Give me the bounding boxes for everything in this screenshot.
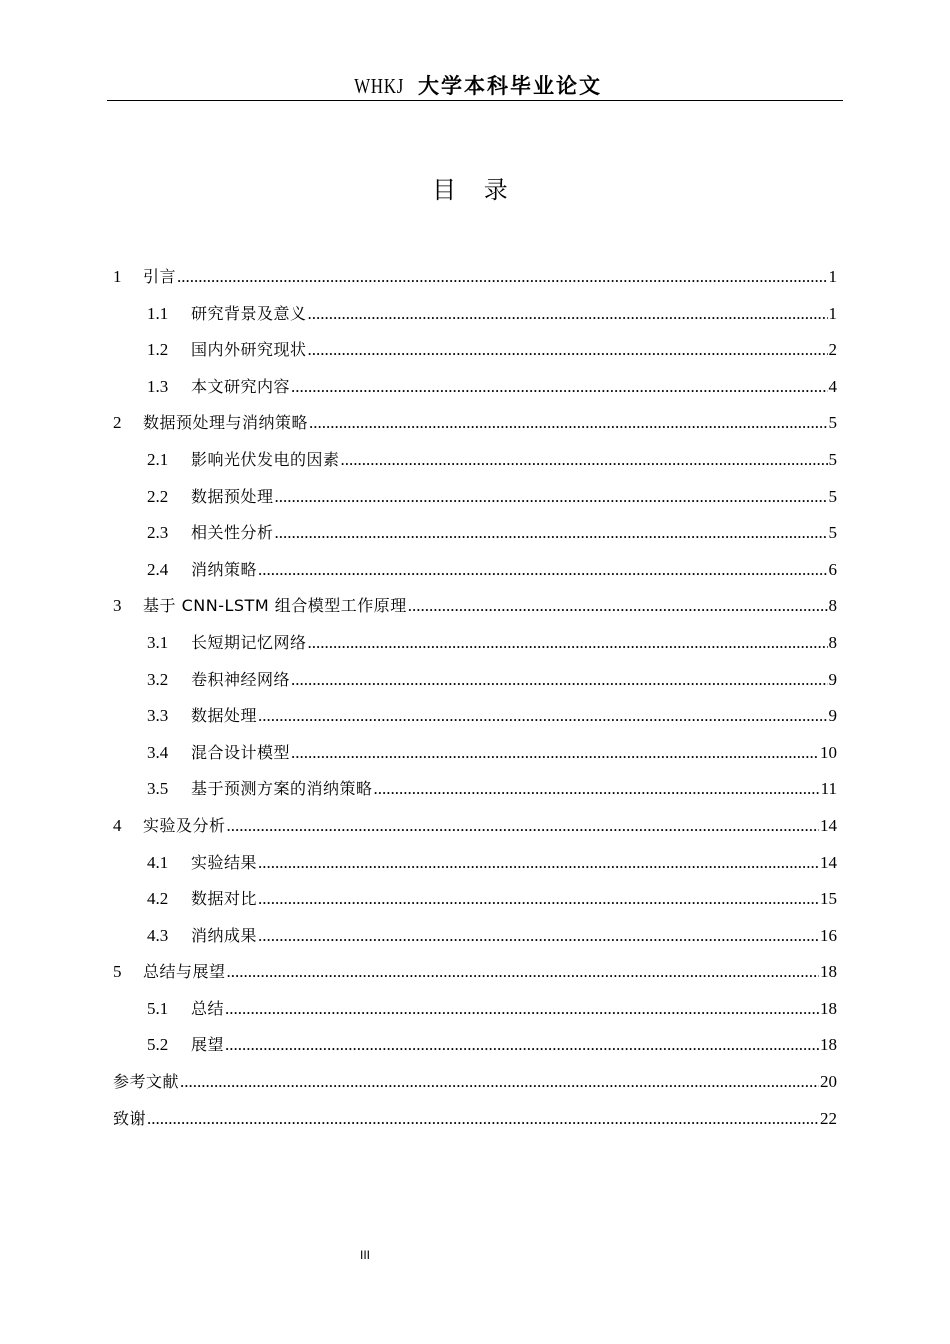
toc-entry-label: 相关性分析 [191,523,274,543]
toc-dot-leader [225,991,819,1028]
toc-entry-page: 5 [828,413,837,433]
toc-entry-label: 展望 [191,1035,225,1055]
toc-dot-leader [309,405,827,442]
toc-entry-page: 6 [828,559,837,579]
toc-entry-number: 2 [113,413,122,433]
toc-entry[interactable] [113,845,837,882]
toc-entry-page: 2 [828,340,837,360]
toc-entry[interactable] [113,625,837,662]
toc-entry-page: 18 [820,1035,837,1055]
toc-entry[interactable] [113,698,837,735]
toc-dot-leader [308,625,828,662]
toc-entry[interactable] [113,735,837,772]
toc-entry[interactable] [113,1064,837,1101]
toc-entry[interactable] [113,954,837,991]
toc-entry-page: 8 [828,632,837,652]
toc-entry-label: 引言 [143,267,177,286]
toc-entry-number: 3.4 [147,742,169,762]
toc-entry-page: 15 [820,889,837,909]
toc-dot-leader [291,735,819,772]
toc-entry[interactable] [113,808,837,845]
toc-entry-number: 4.1 [147,852,169,872]
toc-entry-number: 5 [113,962,122,982]
toc-entry-page: 8 [828,596,837,616]
toc-entry-label: 卷积神经网络 [191,669,291,689]
toc-entry[interactable] [113,369,837,406]
toc-entry-label: 消纳策略 [191,559,258,579]
toc-dot-leader [291,369,827,406]
toc-dot-leader [225,1027,819,1064]
toc-entry-number: 2.2 [147,486,169,506]
toc-dot-leader [258,698,827,735]
toc-entry-page: 14 [820,815,837,835]
toc-entry-number: 1 [113,267,122,286]
toc-dot-leader [227,954,819,991]
toc-entry[interactable] [113,442,837,479]
toc-entry-number: 3.2 [147,669,169,689]
toc-dot-leader [275,479,828,516]
toc-entry-number: 5.2 [147,1035,169,1055]
toc-dot-leader [147,1101,819,1138]
toc-entry-number: 1.2 [147,340,169,360]
toc-entry-label: 数据处理 [191,706,258,726]
toc-entry-number: 3.5 [147,779,169,799]
toc-entry-page: 18 [820,998,837,1018]
toc-entry[interactable] [113,1027,837,1064]
toc-entry-page: 5 [828,486,837,506]
toc-entry-label: 基于预测方案的消纳策略 [191,779,373,799]
toc-entry[interactable] [113,552,837,589]
toc-entry-label: 消纳成果 [191,925,258,945]
toc-entry-number: 5.1 [147,998,169,1018]
header-prefix: WHKJ [354,74,405,98]
toc-entry-page: 22 [820,1108,837,1128]
toc-entry-label: 参考文献 [113,1072,180,1092]
toc-entry-label: 数据预处理与消纳策略 [143,413,309,433]
toc-entry[interactable] [113,991,837,1028]
toc-entry[interactable] [113,662,837,699]
toc-entry[interactable] [113,881,837,918]
toc-entry-number: 2.3 [147,523,169,543]
table-of-contents [113,259,837,1137]
toc-entry-page: 1 [828,267,837,286]
toc-dot-leader [275,515,828,552]
toc-entry[interactable] [113,515,837,552]
toc-entry-number: 1.3 [147,376,169,396]
toc-entry-label: 致谢 [113,1108,147,1128]
toc-entry-label: 本文研究内容 [191,376,291,396]
toc-entry-page: 10 [820,742,837,762]
toc-entry-page: 20 [820,1072,837,1092]
toc-entry-number: 1.1 [147,303,169,323]
toc-dot-leader [177,259,827,296]
toc-dot-leader [341,442,828,479]
toc-entry-label: 基于 CNN-LSTM 组合模型工作原理 [143,596,407,616]
toc-entry-label: 国内外研究现状 [191,340,307,360]
toc-dot-leader [308,332,828,369]
toc-entry-page: 5 [828,449,837,469]
toc-entry-label: 影响光伏发电的因素 [191,449,340,469]
toc-entry-page: 4 [828,376,837,396]
toc-entry-label: 混合设计模型 [191,742,291,762]
toc-entry[interactable] [113,771,837,808]
toc-entry[interactable] [113,918,837,955]
toc-dot-leader [374,771,820,808]
toc-entry-page: 5 [828,523,837,543]
toc-dot-leader [408,588,828,625]
toc-entry-label: 数据预处理 [191,486,274,506]
toc-entry-number: 4.3 [147,925,169,945]
toc-entry-page: 16 [820,925,837,945]
header-title: 大学本科毕业论文 [418,74,602,98]
toc-entry-page: 14 [820,852,837,872]
toc-entry-page: 18 [820,962,837,982]
toc-entry-label: 实验结果 [191,852,258,872]
toc-dot-leader [227,808,819,845]
toc-entry[interactable] [113,479,837,516]
toc-entry-number: 3 [113,596,122,616]
toc-entry-label: 总结 [191,998,225,1018]
toc-entry-number: 2.4 [147,559,169,579]
toc-entry-label: 实验及分析 [143,815,226,835]
running-header [107,72,843,100]
toc-entry-label: 研究背景及意义 [191,303,307,323]
toc-entry-label: 数据对比 [191,889,258,909]
toc-entry[interactable] [113,259,837,296]
toc-entry-page: 9 [828,669,837,689]
toc-entry-number: 2.1 [147,449,169,469]
toc-entry[interactable] [113,332,837,369]
toc-dot-leader [258,552,827,589]
toc-entry[interactable] [113,588,837,625]
toc-dot-leader [258,881,819,918]
toc-entry-number: 4 [113,815,122,835]
toc-entry-label: 总结与展望 [143,962,226,982]
toc-entry[interactable] [113,1101,837,1138]
header-rule [107,100,843,101]
toc-entry-number: 3.1 [147,632,169,652]
toc-entry[interactable] [113,296,837,333]
toc-dot-leader [258,845,819,882]
toc-dot-leader [291,662,827,699]
toc-dot-leader [258,918,819,955]
toc-entry[interactable] [113,405,837,442]
toc-dot-leader [180,1064,819,1101]
toc-entry-page: 11 [820,779,837,799]
toc-entry-label: 长短期记忆网络 [191,632,307,652]
toc-entry-number: 4.2 [147,889,169,909]
toc-title: 目 录 [432,176,518,204]
toc-entry-page: 1 [828,303,837,323]
toc-entry-number: 3.3 [147,706,169,726]
toc-entry-page: 9 [828,706,837,726]
footer-page-number: III [359,1248,370,1262]
toc-dot-leader [308,296,828,333]
